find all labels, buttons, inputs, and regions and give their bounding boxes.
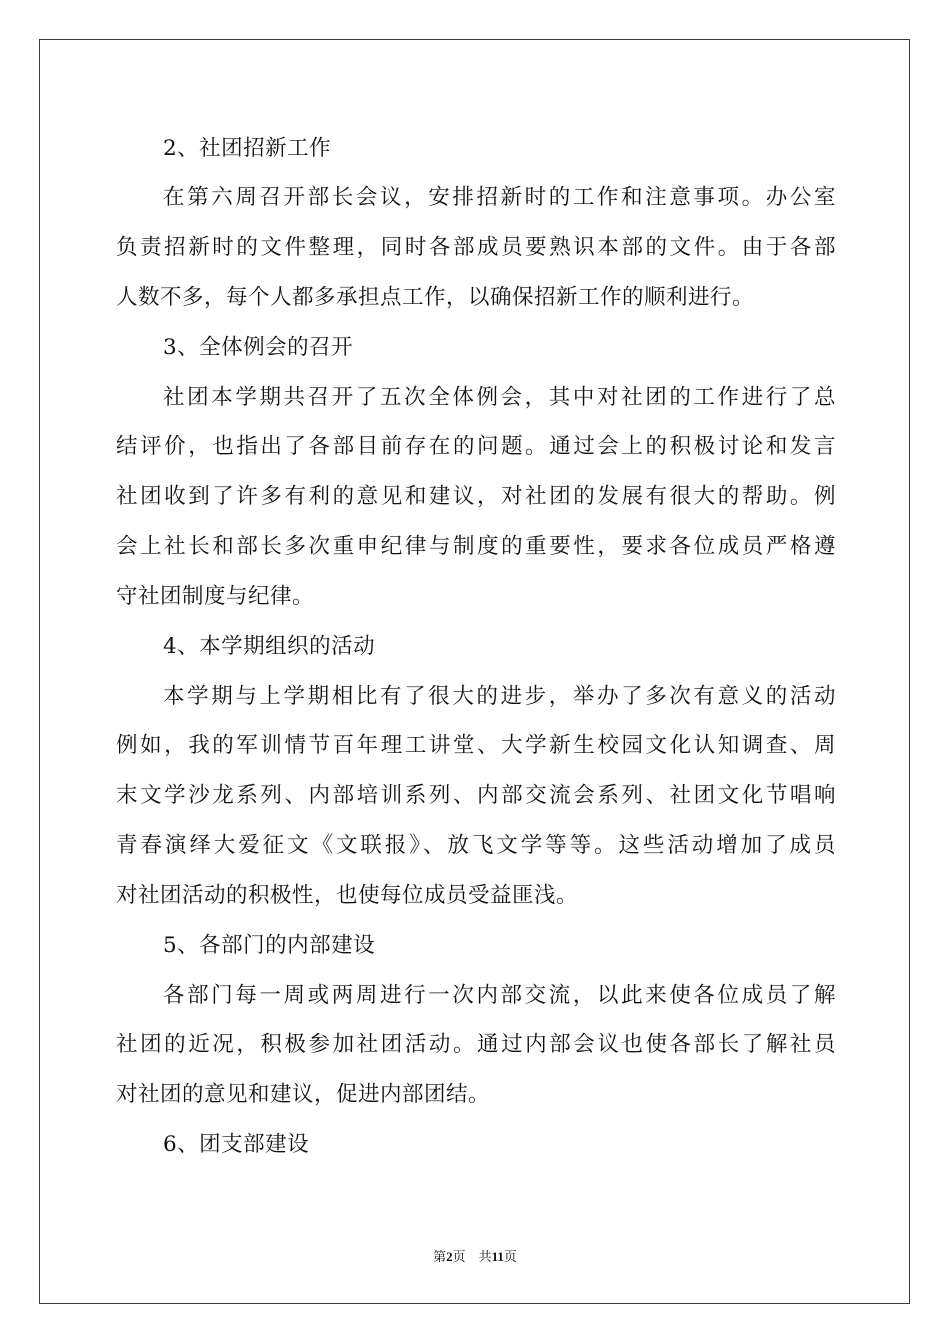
paragraph-line: 在第六周召开部长会议，安排招新时的工作和注意事项。办公室 <box>163 185 836 210</box>
page-border <box>39 39 910 1304</box>
paragraph-line: 青春演绎大爱征文《文联报》、放飞文学等等。这些活动增加了成员 <box>116 833 836 858</box>
paragraph-line: 社团的近况，积极参加社团活动。通过内部会议也使各部长了解社员 <box>116 1032 836 1057</box>
paragraph-line: 负责招新时的文件整理，同时各部成员要熟识本部的文件。由于各部 <box>116 235 836 260</box>
paragraph-line: 各部门每一周或两周进行一次内部交流，以此来使各位成员了解 <box>163 983 836 1008</box>
section-heading-league-branch: 6、团支部建设 <box>163 1132 310 1157</box>
paragraph-line: 守社团制度与纪律。 <box>116 584 315 609</box>
page-number-current: 2 <box>446 1249 453 1264</box>
page-footer <box>0 1246 950 1265</box>
section-heading-activities: 4、本学期组织的活动 <box>163 634 376 659</box>
paragraph-line: 对社团的意见和建议，促进内部团结。 <box>116 1082 491 1107</box>
paragraph-line: 本学期与上学期相比有了很大的进步，举办了多次有意义的活动 <box>163 684 836 709</box>
paragraph-line: 人数不多，每个人都多承担点工作，以确保招新工作的顺利进行。 <box>116 285 755 310</box>
page-number-suffix: 页 <box>452 1249 466 1264</box>
paragraph-line: 对社团活动的积极性，也使每位成员受益匪浅。 <box>116 883 579 908</box>
paragraph-line: 社团收到了许多有利的意见和建议，对社团的发展有很大的帮助。例 <box>116 484 836 509</box>
page-total-prefix: 共 <box>478 1249 492 1264</box>
paragraph-line: 末文学沙龙系列、内部培训系列、内部交流会系列、社团文化节唱响 <box>116 783 836 808</box>
page-total-suffix: 页 <box>503 1249 517 1264</box>
page-number-prefix: 第 <box>433 1249 447 1264</box>
paragraph-line: 例如，我的军训情节百年理工讲堂、大学新生校园文化认知调查、周 <box>116 733 836 758</box>
section-heading-internal-building: 5、各部门的内部建设 <box>163 933 376 958</box>
section-heading-plenary-meeting: 3、全体例会的召开 <box>163 335 354 360</box>
paragraph-line: 会上社长和部长多次重申纪律与制度的重要性，要求各位成员严格遵 <box>116 534 836 559</box>
page-total: 11 <box>491 1249 504 1264</box>
paragraph-line: 社团本学期共召开了五次全体例会，其中对社团的工作进行了总 <box>163 385 836 410</box>
paragraph-line: 结评价，也指出了各部目前存在的问题。通过会上的积极讨论和发言 <box>116 434 836 459</box>
section-heading-recruitment: 2、社团招新工作 <box>163 136 332 161</box>
